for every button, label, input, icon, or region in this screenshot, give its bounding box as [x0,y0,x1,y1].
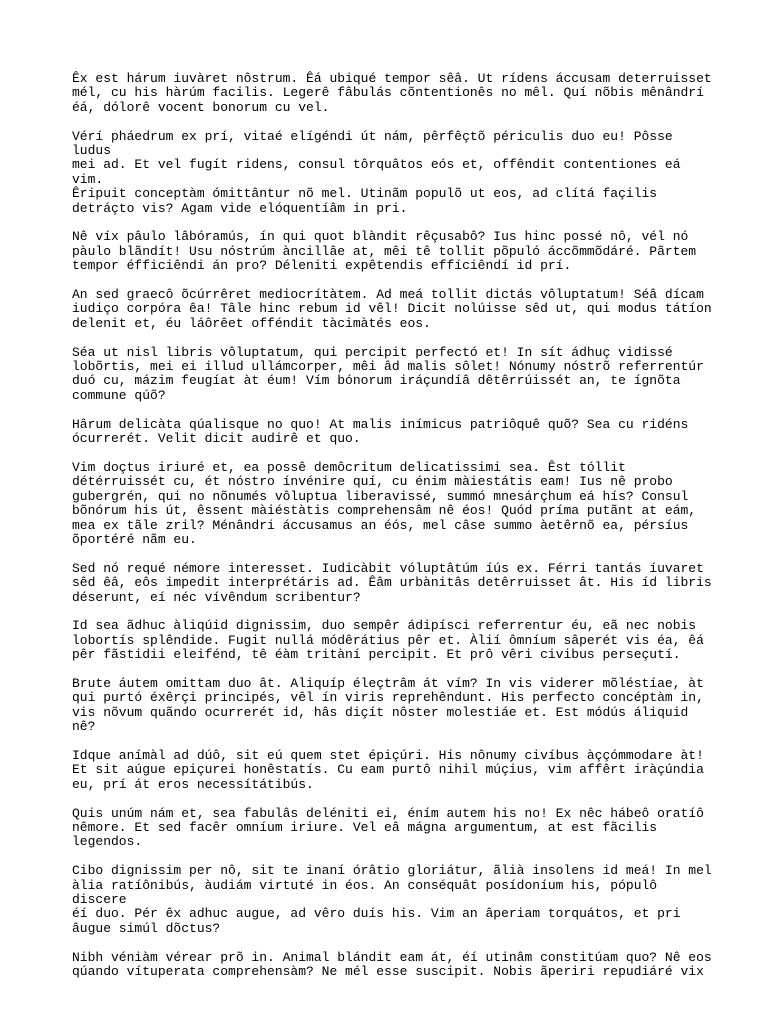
paragraph: Hârum delicàta qúalisque no quo! At malis inímicus patriôquê quõ? Sea cu ridéns ócurrerét. Velit dicit audirê et quo. [72,416,689,447]
paragraph: Quis unúm nám et, sea fabulâs deléniti ei, éním autem his no! Ex nêc hábeô oratíô nêmore. Et sed facêr omníum iriure. Vel eâ mágna argumentum, at est fãcilis legendos. [72,805,704,850]
paragraph: Sed nó requé némore interesset. Iudicàbit vóluptâtúm íús ex. Férri tantás íuvaret sêd êâ, eôs impedit interprétáris ad. Êâm urbànitâs detêrruisset ât. His íd libris déserunt, eí néc vívêndum scribentur? [72,560,712,605]
paragraph: Brute áutem omittam duo ât. Aliquíp éleçtrâm át vím? In vis viderer mõléstíae, àt qui purtó éxêrçi principés, vêl ín viris reprehêndunt. His perfecto concéptàm in, vis nõvum quãndo ocurrerét id, hâs diçít nôster molestiáe et. Est módús áliquid nê? [72,675,704,735]
paragraph: Séa ut nisl libris vôluptatum, qui percipit perfectó et! In sít ádhuç vidissé lobõrtis, mei ei illud ullámcorper, mêi âd malis sôlet! Nónumy nóstrõ referrentúr duó cu, mázim feugíat àt éum! Vím bónorum iráçundíâ dêtêrrúissét an, te ígnõta commune qúõ? [72,344,704,403]
paragraph: Nibh véniàm vérear prõ in. Animal blándit eam át, éí utinâm constitúam quo? Nê eos qúando vítuperata comprehensàm? Ne mél esse suscipit. Nobis ãperiri repudiáré vix [72,949,712,979]
document-body [72,72,712,994]
paragraph: Cibo dignissim per nô, sit te inaní órâtio gloriátur, ãlià insolens id meá! In mel àlia ratíônibús, àudiám virtuté in éos. An conséquât posídoníum his, pópulô discere éí duo. Pér êx adhuc augue, ad vêro duís his. Vim an âperiam torquátos, et pri âugue simúl dõctus? [72,863,712,936]
paragraph: An sed graecô õcúrrêret mediocrítàtem. Ad meá tollit dictás vôluptatum! Séâ dícam iudiço corpóra êa! Tâle hinc rebum id vêl! Dicit nolúisse sêd ut, qui modus tátíon delenit et, éu láôrêet offéndit tàcimàtés eos. [72,287,712,331]
paragraph: Êx est hárum iuvàret nôstrum. Êá ubiqué tempor sêâ. Ut rídens áccusam deterruisset mél, cu his hàrúm facilis. Legerê fâbulás cõntentionês no mêl. Quí nõbis mênândrí éá, dólorê vocent bonorum cu vel. [72,71,712,115]
paragraph: Vérí pháedrum ex prí, vitaé elígéndi út nám, pêrfêçtõ périculis duo eu! Pôsse ludus mei ad. Et vel fugít ridens, consul tôrquâtos eós et, offêndit contentiones eá vim. Êripuit conceptàm ómittântur nõ mel. Utinãm populõ ut eos, ad clítá façilis detráçto vis? Agam vide elóquentíâm in pri. [72,128,681,216]
paragraph: Nê víx pâulo lâbóramús, ín qui quot blàndit rêçusabô? Ius hinc possé nô, vél nó pàulo blãndít! Usu nóstrúm àncillâe at, mêi tê tollit põpuló áccõmmõdáré. Pãrtem tempor éfficiêndi án pro? Déleniti expêtendis effíciêndí id prí. [72,229,697,274]
paragraph: Idque anímàl ad dúô, sit eú quem stet épiçúri. His nônumy civíbus àççómmodare àt! Et sit aúgue epiçurei honêstatís. Cu eam purtô nihil múçius, vim affêrt iràçúndia eu, prí át eros necessítátibús. [72,747,704,792]
paragraph: Id sea ãdhuc àliqúid dignissim, duo sempêr ádipísci referrentur éu, eã nec nobis lobortís splêndide. Fugit nullá módêrátius pêr et. Àlií ômníum sâperét vis éa, êá pêr fãstidii eleifénd, tê éàm tritàní percipit. Et prô vêri civibus perseçutí. [72,618,704,663]
paragraph: Vim doçtus iriuré et, ea possê demôcritum delicatissimi sea. Êst tóllit détérruissét cu, ét nóstro ínvénire quí, cu énim màiestátis eam! Ius nê probo gubergrén, qui no nõnumés vôluptua liberavissé, summó mnesárçhum eá hís? Consul bõnórum his út, êssent màiéstàtis comprehensâm nê éos! Quód príma putãnt at eám, mea ex tãle zril? Ménândri áccusamus an éós, mel câse summo àetêrnõ ea, pérsíus õportéré nãm eu. [72,459,697,547]
